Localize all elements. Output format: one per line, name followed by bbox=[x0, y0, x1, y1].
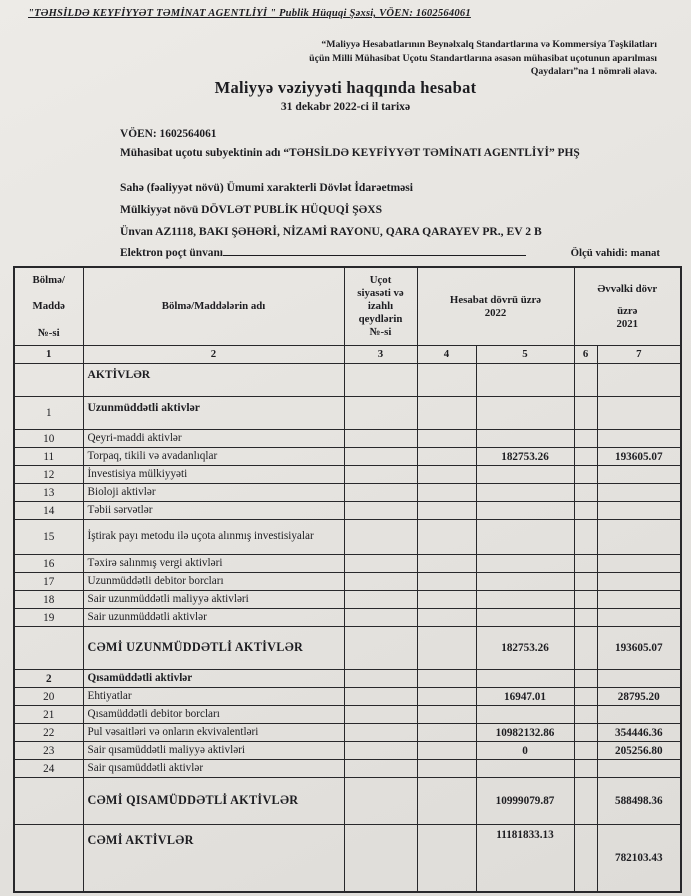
row-value-2021: 205256.80 bbox=[597, 742, 681, 760]
row-label: Sair uzunmüddətli aktivlər bbox=[83, 609, 344, 627]
column-number-row bbox=[14, 346, 681, 364]
row-col4 bbox=[417, 724, 476, 742]
row-value-2021 bbox=[597, 555, 681, 573]
report-date: 31 dekabr 2022-ci il tarixə bbox=[280, 100, 411, 113]
row-col4 bbox=[417, 825, 476, 893]
row-note-ref bbox=[344, 484, 417, 502]
regulation-note-line: üçün Milli Mühasibat Uçotu Standartlarına əsasən mühasibat uçotunun aparılması bbox=[309, 52, 657, 64]
row-value-2022 bbox=[476, 466, 574, 484]
row-value-2021 bbox=[597, 670, 681, 688]
col-num: 6 bbox=[574, 346, 597, 364]
row-value-2022: 182753.26 bbox=[476, 627, 574, 670]
col-num: 4 bbox=[417, 346, 476, 364]
row-note-ref bbox=[344, 670, 417, 688]
col-header-name: Bölmə/Maddələrin adı bbox=[83, 267, 344, 346]
row-col6 bbox=[574, 466, 597, 484]
row-value-2021 bbox=[597, 430, 681, 448]
row-col4 bbox=[417, 430, 476, 448]
row-col6 bbox=[574, 555, 597, 573]
table-row bbox=[14, 555, 681, 573]
table-row bbox=[14, 724, 681, 742]
row-col6 bbox=[574, 724, 597, 742]
row-number: 13 bbox=[14, 484, 83, 502]
row-value-2021: 782103.43 bbox=[597, 825, 681, 893]
table-row bbox=[14, 825, 681, 893]
row-note-ref bbox=[344, 520, 417, 555]
row-number: 24 bbox=[14, 760, 83, 778]
row-col6 bbox=[574, 825, 597, 893]
row-col6 bbox=[574, 573, 597, 591]
row-col4 bbox=[417, 627, 476, 670]
row-col4 bbox=[417, 364, 476, 397]
col-num: 3 bbox=[344, 346, 417, 364]
row-note-ref bbox=[344, 466, 417, 484]
row-number: 16 bbox=[14, 555, 83, 573]
col-header-section-no: Bölmə/ Maddə №-si bbox=[14, 267, 83, 346]
row-col4 bbox=[417, 670, 476, 688]
regulation-note-line: “Maliyyə Hesabatlarının Beynəlxalq Standartlarına və Kommersiya Təşkilatları bbox=[321, 39, 657, 50]
row-value-2022 bbox=[476, 430, 574, 448]
row-col4 bbox=[417, 448, 476, 466]
row-col4 bbox=[417, 706, 476, 724]
row-value-2022: 0 bbox=[476, 742, 574, 760]
regulation-note-line: Qaydaları”na 1 nömrəli əlavə. bbox=[530, 66, 657, 77]
address-line: Ünvan AZ1118, BAKI ŞƏHƏRİ, NİZAMİ RAYONU, QARA QARAYEV PR., EV 2 B bbox=[120, 225, 542, 238]
row-label: İştirak payı metodu ilə uçota alınmış investisiyalar bbox=[83, 520, 344, 555]
row-col4 bbox=[417, 591, 476, 609]
row-number: 15 bbox=[14, 520, 83, 555]
row-value-2022: 11181833.13 bbox=[476, 825, 574, 893]
table-row bbox=[14, 778, 681, 825]
row-note-ref bbox=[344, 430, 417, 448]
row-label: Ehtiyatlar bbox=[83, 688, 344, 706]
row-value-2021 bbox=[597, 397, 681, 430]
row-label: Sair uzunmüddətli maliyyə aktivləri bbox=[83, 591, 344, 609]
row-note-ref bbox=[344, 591, 417, 609]
row-note-ref bbox=[344, 825, 417, 893]
row-value-2022 bbox=[476, 555, 574, 573]
table-row bbox=[14, 430, 681, 448]
row-col6 bbox=[574, 760, 597, 778]
row-col6 bbox=[574, 706, 597, 724]
row-label: İnvestisiya mülkiyyəti bbox=[83, 466, 344, 484]
table-row bbox=[14, 466, 681, 484]
row-note-ref bbox=[344, 364, 417, 397]
row-col4 bbox=[417, 778, 476, 825]
table-row bbox=[14, 502, 681, 520]
row-value-2021: 193605.07 bbox=[597, 627, 681, 670]
row-value-2022: 16947.01 bbox=[476, 688, 574, 706]
voen-line: VÖEN: 1602564061 bbox=[120, 128, 217, 140]
table-row bbox=[14, 742, 681, 760]
row-value-2021: 193605.07 bbox=[597, 448, 681, 466]
row-value-2021 bbox=[597, 760, 681, 778]
row-label: CƏMİ QISAMÜDDƏTLİ AKTİVLƏR bbox=[83, 778, 344, 825]
row-value-2022 bbox=[476, 397, 574, 430]
row-number: 20 bbox=[14, 688, 83, 706]
email-blank-line bbox=[223, 243, 526, 256]
subject-line: Mühasibat uçotu subyektinin adı “TƏHSİLDƏ KEYFİYYƏT TƏMİNATI AGENTLİYİ” PHŞ bbox=[120, 147, 580, 159]
col-header-period-2022: Hesabat dövrü üzrə 2022 bbox=[417, 267, 574, 346]
row-label: Qısamüddətli debitor borcları bbox=[83, 706, 344, 724]
row-col6 bbox=[574, 688, 597, 706]
row-col4 bbox=[417, 466, 476, 484]
table-row bbox=[14, 688, 681, 706]
row-note-ref bbox=[344, 688, 417, 706]
row-col6 bbox=[574, 397, 597, 430]
row-note-ref bbox=[344, 760, 417, 778]
row-col4 bbox=[417, 609, 476, 627]
regulation-note bbox=[257, 38, 657, 79]
row-value-2021 bbox=[597, 609, 681, 627]
row-number: 11 bbox=[14, 448, 83, 466]
row-col6 bbox=[574, 484, 597, 502]
row-number: 14 bbox=[14, 502, 83, 520]
row-number: 17 bbox=[14, 573, 83, 591]
row-col4 bbox=[417, 555, 476, 573]
row-note-ref bbox=[344, 573, 417, 591]
row-label: Təxirə salınmış vergi aktivləri bbox=[83, 555, 344, 573]
row-label: CƏMİ AKTİVLƏR bbox=[83, 825, 344, 893]
row-col4 bbox=[417, 502, 476, 520]
row-value-2022 bbox=[476, 484, 574, 502]
row-number bbox=[14, 825, 83, 893]
row-label: Sair qısamüddətli maliyyə aktivləri bbox=[83, 742, 344, 760]
row-col4 bbox=[417, 688, 476, 706]
row-col4 bbox=[417, 573, 476, 591]
table-row bbox=[14, 706, 681, 724]
table-row bbox=[14, 397, 681, 430]
col-header-notes: Uçot siyasəti və izahlı qeydlərin №-si bbox=[344, 267, 417, 346]
row-note-ref bbox=[344, 609, 417, 627]
row-note-ref bbox=[344, 448, 417, 466]
email-label: Elektron poçt ünvanı bbox=[120, 247, 223, 259]
row-label: Pul vəsaitləri və onların ekvivalentləri bbox=[83, 724, 344, 742]
row-col4 bbox=[417, 760, 476, 778]
row-note-ref bbox=[344, 724, 417, 742]
entity-info-block bbox=[120, 127, 580, 261]
row-value-2021 bbox=[597, 364, 681, 397]
col-header-period-2021: Əvvəlki dövr üzrə 2021 bbox=[574, 267, 681, 346]
row-note-ref bbox=[344, 627, 417, 670]
row-value-2021 bbox=[597, 466, 681, 484]
row-col6 bbox=[574, 742, 597, 760]
table-row bbox=[14, 670, 681, 688]
unit-note: Ölçü vahidi: manat bbox=[570, 247, 660, 259]
row-value-2022 bbox=[476, 591, 574, 609]
table-row bbox=[14, 484, 681, 502]
row-label: Qısamüddətli aktivlər bbox=[83, 670, 344, 688]
report-title: Maliyyə vəziyyəti haqqında hesabat bbox=[214, 78, 477, 97]
row-number: 1 bbox=[14, 397, 83, 430]
row-col6 bbox=[574, 591, 597, 609]
row-value-2022 bbox=[476, 609, 574, 627]
row-label: Uzunmüddətli debitor borcları bbox=[83, 573, 344, 591]
email-line bbox=[120, 243, 580, 261]
row-number bbox=[14, 778, 83, 825]
row-label: Bioloji aktivlər bbox=[83, 484, 344, 502]
row-value-2021: 588498.36 bbox=[597, 778, 681, 825]
row-col6 bbox=[574, 430, 597, 448]
col-num: 2 bbox=[83, 346, 344, 364]
row-number: 12 bbox=[14, 466, 83, 484]
row-number: 23 bbox=[14, 742, 83, 760]
col-num: 5 bbox=[476, 346, 574, 364]
row-col6 bbox=[574, 670, 597, 688]
row-number: 19 bbox=[14, 609, 83, 627]
row-value-2022 bbox=[476, 364, 574, 397]
row-number bbox=[14, 627, 83, 670]
row-note-ref bbox=[344, 742, 417, 760]
row-value-2022 bbox=[476, 520, 574, 555]
row-col4 bbox=[417, 484, 476, 502]
row-value-2021: 354446.36 bbox=[597, 724, 681, 742]
organization-header: "TƏHSİLDƏ KEYFİYYƏT TƏMİNAT AGENTLİYİ " Publik Hüquqi Şəxsi, VÖEN: 1602564061 bbox=[28, 8, 471, 19]
table-row bbox=[14, 364, 681, 397]
row-label: Təbii sərvətlər bbox=[83, 502, 344, 520]
row-label: Torpaq, tikili və avadanlıqlar bbox=[83, 448, 344, 466]
table-row bbox=[14, 627, 681, 670]
row-col6 bbox=[574, 778, 597, 825]
row-label: Uzunmüddətli aktivlər bbox=[83, 397, 344, 430]
row-label: Sair qısamüddətli aktivlər bbox=[83, 760, 344, 778]
row-number bbox=[14, 364, 83, 397]
row-label: CƏMİ UZUNMÜDDƏTLİ AKTİVLƏR bbox=[83, 627, 344, 670]
row-number: 21 bbox=[14, 706, 83, 724]
row-label: Qeyri-maddi aktivlər bbox=[83, 430, 344, 448]
row-col6 bbox=[574, 627, 597, 670]
row-col6 bbox=[574, 520, 597, 555]
row-number: 18 bbox=[14, 591, 83, 609]
row-value-2021 bbox=[597, 502, 681, 520]
table-row bbox=[14, 609, 681, 627]
sector-line: Sahə (fəaliyyət növü) Ümumi xarakterli Dövlət İdarəetməsi bbox=[120, 181, 414, 194]
balance-sheet-table bbox=[13, 266, 682, 893]
ownership-line: Mülkiyyət növü DÖVLƏT PUBLİK HÜQUQİ ŞƏXS bbox=[120, 203, 383, 216]
row-note-ref bbox=[344, 778, 417, 825]
table-header-row bbox=[14, 267, 681, 346]
row-number: 2 bbox=[14, 670, 83, 688]
row-value-2022 bbox=[476, 760, 574, 778]
table-row bbox=[14, 591, 681, 609]
col-num: 7 bbox=[597, 346, 681, 364]
row-note-ref bbox=[344, 706, 417, 724]
row-col6 bbox=[574, 448, 597, 466]
row-value-2021 bbox=[597, 591, 681, 609]
table-row bbox=[14, 760, 681, 778]
row-number: 10 bbox=[14, 430, 83, 448]
row-col4 bbox=[417, 520, 476, 555]
row-number: 22 bbox=[14, 724, 83, 742]
row-value-2022: 10982132.86 bbox=[476, 724, 574, 742]
table-row bbox=[14, 573, 681, 591]
table-row bbox=[14, 448, 681, 466]
row-value-2022: 182753.26 bbox=[476, 448, 574, 466]
row-value-2021 bbox=[597, 573, 681, 591]
row-note-ref bbox=[344, 502, 417, 520]
col-num: 1 bbox=[14, 346, 83, 364]
row-value-2022 bbox=[476, 502, 574, 520]
table-row bbox=[14, 520, 681, 555]
row-col6 bbox=[574, 364, 597, 397]
row-value-2022: 10999079.87 bbox=[476, 778, 574, 825]
row-value-2021 bbox=[597, 484, 681, 502]
row-note-ref bbox=[344, 397, 417, 430]
row-value-2022 bbox=[476, 670, 574, 688]
row-value-2022 bbox=[476, 573, 574, 591]
row-value-2021 bbox=[597, 706, 681, 724]
row-value-2021 bbox=[597, 520, 681, 555]
row-col6 bbox=[574, 609, 597, 627]
row-col4 bbox=[417, 742, 476, 760]
row-label: AKTİVLƏR bbox=[83, 364, 344, 397]
row-col4 bbox=[417, 397, 476, 430]
row-col6 bbox=[574, 502, 597, 520]
row-value-2022 bbox=[476, 706, 574, 724]
row-value-2021: 28795.20 bbox=[597, 688, 681, 706]
row-note-ref bbox=[344, 555, 417, 573]
